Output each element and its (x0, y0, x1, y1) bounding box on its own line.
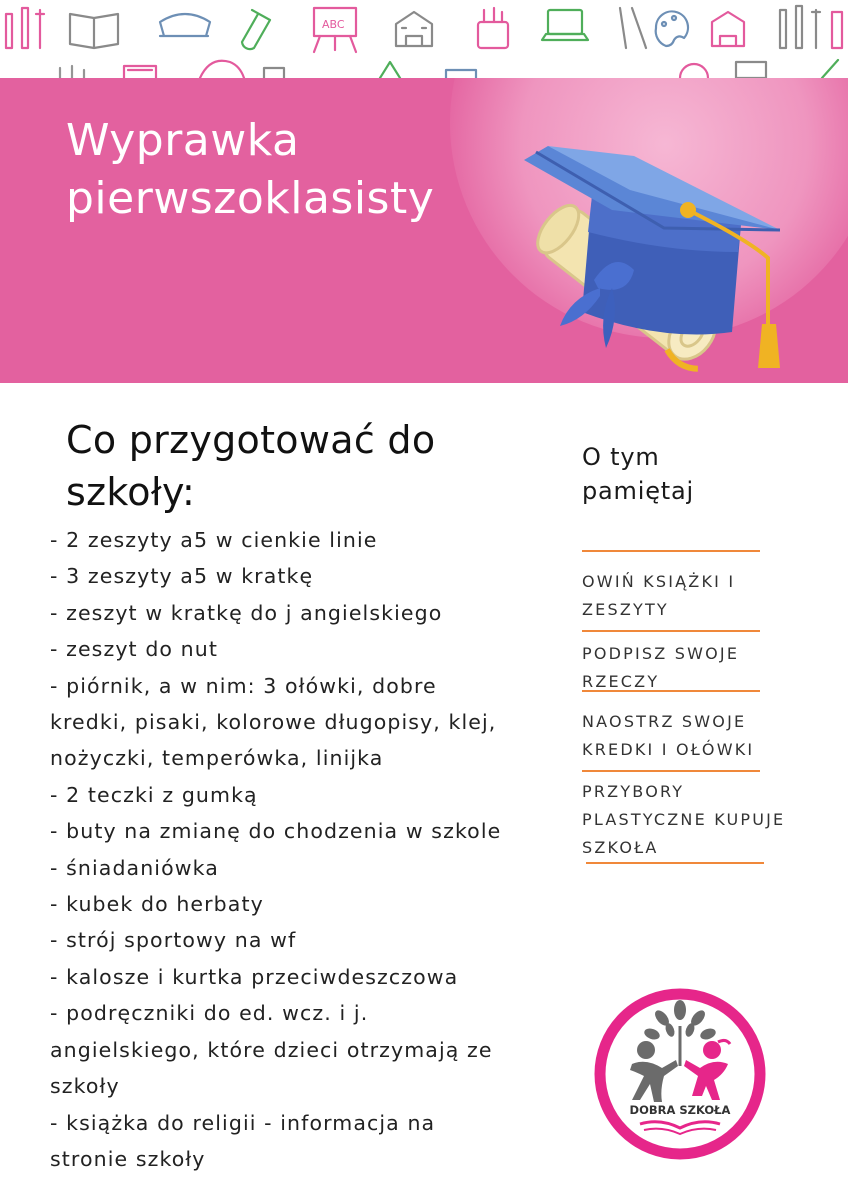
graduation-cap-diploma-icon (500, 130, 840, 420)
list-item: - kubek do herbaty (50, 892, 264, 917)
list-item: nożyczki, temperówka, linijka (50, 746, 384, 771)
list-item: - strój sportowy na wf (50, 928, 297, 953)
page-title-line-2: pierwszoklasisty (66, 173, 435, 224)
reminder-title-line-1: O tym (582, 443, 660, 471)
page-title (66, 112, 526, 228)
list-item: kredki, pisaki, kolorowe długopisy, klej, (50, 710, 497, 735)
logo-text: DOBRA SZKOŁA (629, 1103, 731, 1117)
tip-text: NAOSTRZ SWOJE (582, 712, 747, 731)
list-item: stronie szkoły (50, 1146, 206, 1171)
school-icons-pattern (0, 0, 848, 78)
divider (582, 630, 760, 632)
supplies-list (50, 522, 570, 1177)
divider (586, 862, 764, 864)
list-item: - piórnik, a w nim: 3 ołówki, dobre (50, 673, 437, 698)
list-item: - śniadaniówka (50, 855, 219, 880)
list-item: - buty na zmianę do chodzenia w szkole (50, 819, 502, 844)
tip-text: SZKOŁA (582, 838, 659, 857)
list-item: - 2 teczki z gumką (50, 782, 258, 807)
svg-text:ABC: ABC (322, 18, 345, 31)
list-item: szkoły (50, 1074, 120, 1099)
list-heading-line-2: szkoły: (66, 470, 196, 514)
tip-text: PLASTYCZNE KUPUJE (582, 810, 786, 829)
divider (582, 770, 760, 772)
tip-text: OWIŃ KSIĄŻKI I (582, 572, 736, 591)
tip-sign-things (582, 640, 822, 696)
list-item: - książka do religii - informacja na (50, 1110, 436, 1135)
list-item: - zeszyt w kratkę do j angielskiego (50, 600, 443, 625)
divider (582, 550, 760, 552)
tip-text: PODPISZ SWOJE (582, 644, 740, 663)
list-item: - 2 zeszyty a5 w cienkie linie (50, 528, 378, 552)
tip-text: RZECZY (582, 672, 660, 691)
reminder-title (582, 440, 782, 508)
reminder-title-line-2: pamiętaj (582, 477, 694, 505)
list-heading-line-1: Co przygotować do (66, 418, 436, 462)
tip-wrap-books (582, 568, 822, 624)
list-item: - 3 zeszyty a5 w kratkę (50, 564, 314, 589)
tip-text: PRZYBORY (582, 782, 685, 801)
tip-text: KREDKI I OŁÓWKI (582, 740, 755, 759)
list-heading (66, 414, 546, 518)
page-title-line-1: Wyprawka (66, 115, 300, 166)
tip-art-supplies (582, 778, 822, 862)
tip-text: ZESZYTY (582, 600, 669, 619)
list-item: - podręczniki do ed. wcz. i j. (50, 1001, 369, 1026)
list-item: angielskiego, które dzieci otrzymają ze (50, 1037, 493, 1062)
list-item: - zeszyt do nut (50, 637, 219, 662)
list-item: - kalosze i kurtka przeciwdeszczowa (50, 964, 459, 989)
divider (582, 690, 760, 692)
school-logo (592, 986, 768, 1162)
tip-sharpen (582, 708, 822, 764)
